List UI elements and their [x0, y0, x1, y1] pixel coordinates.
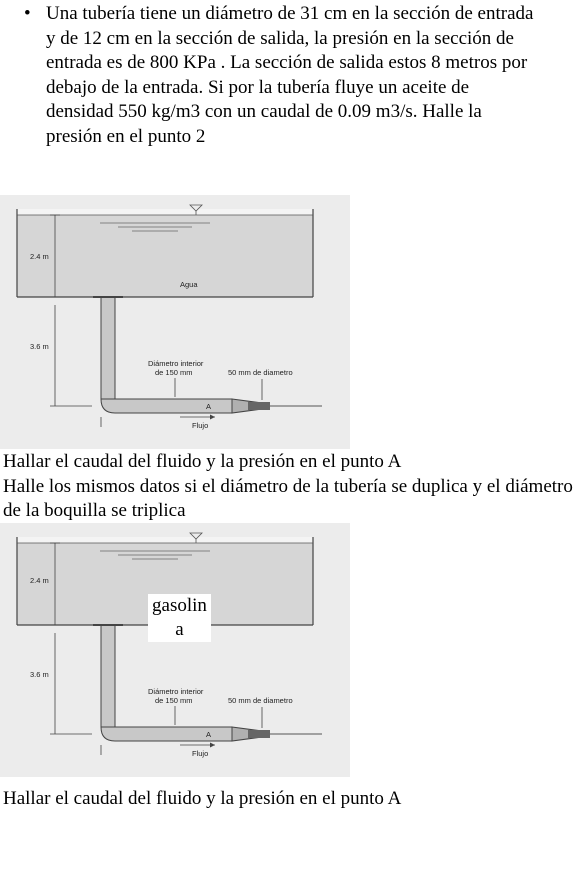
point-label: A: [206, 402, 212, 411]
question-1: Hallar el caudal del fluido y la presión en el punto A: [3, 451, 402, 472]
nozzle-diameter-label: 50 mm de diametro: [228, 696, 293, 705]
tank-diagram-2: [0, 523, 350, 777]
inner-diameter-label-2: de 150 mm: [155, 696, 193, 705]
flow-label: Flujo: [192, 421, 209, 430]
fluid-label-line2: a: [148, 618, 211, 642]
height-top-label: 2.4 m: [30, 576, 49, 585]
height-pipe-label: 3.6 m: [30, 670, 49, 679]
inner-diameter-label-1: Diámetro interior: [148, 359, 204, 368]
nozzle-diameter-label: 50 mm de diametro: [228, 368, 293, 377]
point-label: A: [206, 730, 212, 739]
problem-statement: [22, 2, 542, 149]
tank-diagram-1: [0, 195, 350, 449]
question-2: Halle los mismos datos si el diámetro de la tubería se duplica y el diámetro de la boquilla se triplica: [3, 476, 573, 521]
inner-diameter-label-1: Diámetro interior: [148, 687, 204, 696]
height-pipe-label: 3.6 m: [30, 342, 49, 351]
problem-text: Una tubería tiene un diámetro de 31 cm en la sección de entrada y de 12 cm en la sección de salida, la presión en la sección de entrada es de 800 KPa . La sección de salida estos 8 metros por debajo de la entrada. Si por la tubería fluye un aceite de densidad 550 kg/m3 con un caudal de 0.09 m3/s. Halle la presión en el punto 2: [46, 3, 534, 147]
question-3: Hallar el caudal del fluido y la presión en el punto A: [3, 788, 402, 809]
fluid-label: Agua: [180, 280, 198, 289]
inner-diameter-label-2: de 150 mm: [155, 368, 193, 377]
bullet-marker: •: [24, 3, 31, 24]
height-top-label: 2.4 m: [30, 252, 49, 261]
flow-label: Flujo: [192, 749, 209, 758]
fluid-label-line1: gasolin: [148, 594, 211, 618]
